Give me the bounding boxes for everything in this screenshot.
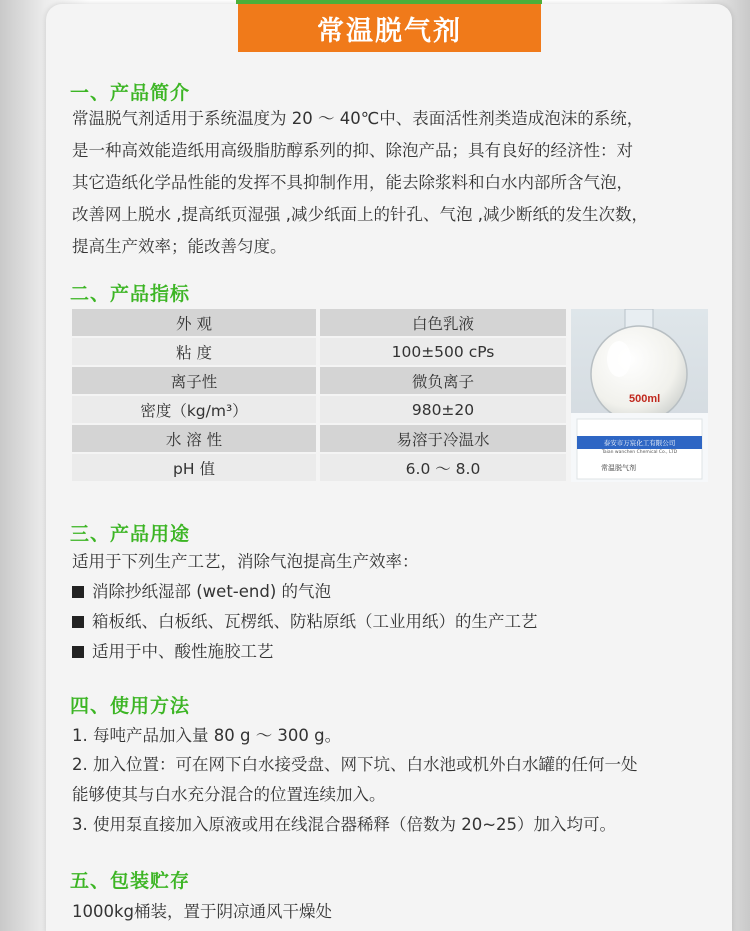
product-photo [571,309,708,482]
product-title-banner: 常温脱气剂 [238,4,541,52]
intro-paragraph [72,103,722,263]
table-row [72,396,566,425]
spec-key: 密度（kg/m³） [72,396,316,423]
section-title-specs: 二、产品指标 [70,283,191,305]
method-line: 能够使其与白水充分混合的位置连续加入。 [72,785,386,804]
label-company: 泰安市万宸化工有限公司 [603,439,676,447]
table-row [72,367,566,396]
spec-table [72,309,566,483]
spec-key: 粘 度 [72,338,316,365]
intro-line: 是一种高效能造纸用高级脂肪醇系列的抑、除泡产品；具有良好的经济性：对 [72,141,633,160]
usage-item: 箱板纸、白板纸、瓦楞纸、防粘原纸（工业用纸）的生产工艺 [72,608,538,632]
usage-intro: 适用于下列生产工艺，消除气泡提高生产效率： [72,552,419,571]
spec-value: 易溶于冷温水 [320,425,566,452]
spec-value: 白色乳液 [320,309,566,336]
section-title-intro: 一、产品简介 [70,82,191,104]
intro-line: 改善网上脱水 ,提高纸页湿强 ,减少纸面上的针孔、气泡 ,减少断纸的发生次数， [72,205,648,224]
method-line: 2. 加入位置：可在网下白水接受盘、网下坑、白水池或机外白水罐的任何一处 [72,755,638,774]
usage-item: 适用于中、酸性施胶工艺 [72,638,274,662]
usage-item: 消除抄纸湿部 (wet-end) 的气泡 [72,578,331,602]
spec-key: pH 值 [72,454,316,481]
storage-text: 1000kg桶装，置于阴凉通风干燥处 [72,902,333,921]
section-title-method: 四、使用方法 [70,695,191,717]
intro-line: 其它造纸化学品性能的发挥不具抑制作用，能去除浆料和白水内部所含气泡， [72,173,633,192]
table-row [72,338,566,367]
table-row [72,454,566,483]
spec-value: 980±20 [320,396,566,423]
section-title-usage: 三、产品用途 [70,523,191,545]
spec-value: 微负离子 [320,367,566,394]
intro-line: 提高生产效率；能改善匀度。 [72,237,287,256]
spec-value: 100±500 cPs [320,338,566,365]
section-title-storage: 五、包装贮存 [70,870,191,892]
label-product-name: 常温脱气剂 [601,464,636,472]
table-row [72,425,566,454]
method-line: 3. 使用泵直接加入原液或用在线混合器稀释（倍数为 20~25）加入均可。 [72,815,617,834]
flask-volume-label: 500ml [629,393,661,405]
method-line: 1. 每吨产品加入量 80 g ～ 300 g。 [72,726,342,745]
intro-line: 常温脱气剂适用于系统温度为 20 ～ 40℃中、表面活性剂类造成泡沫的系统， [72,109,644,128]
spec-key: 离子性 [72,367,316,394]
table-row [72,309,566,338]
spec-value: 6.0 ～ 8.0 [320,454,566,481]
spec-key: 水 溶 性 [72,425,316,452]
spec-key: 外 观 [72,309,316,336]
label-company-en: Taian wanchen Chemical Co., LTD [601,450,678,455]
